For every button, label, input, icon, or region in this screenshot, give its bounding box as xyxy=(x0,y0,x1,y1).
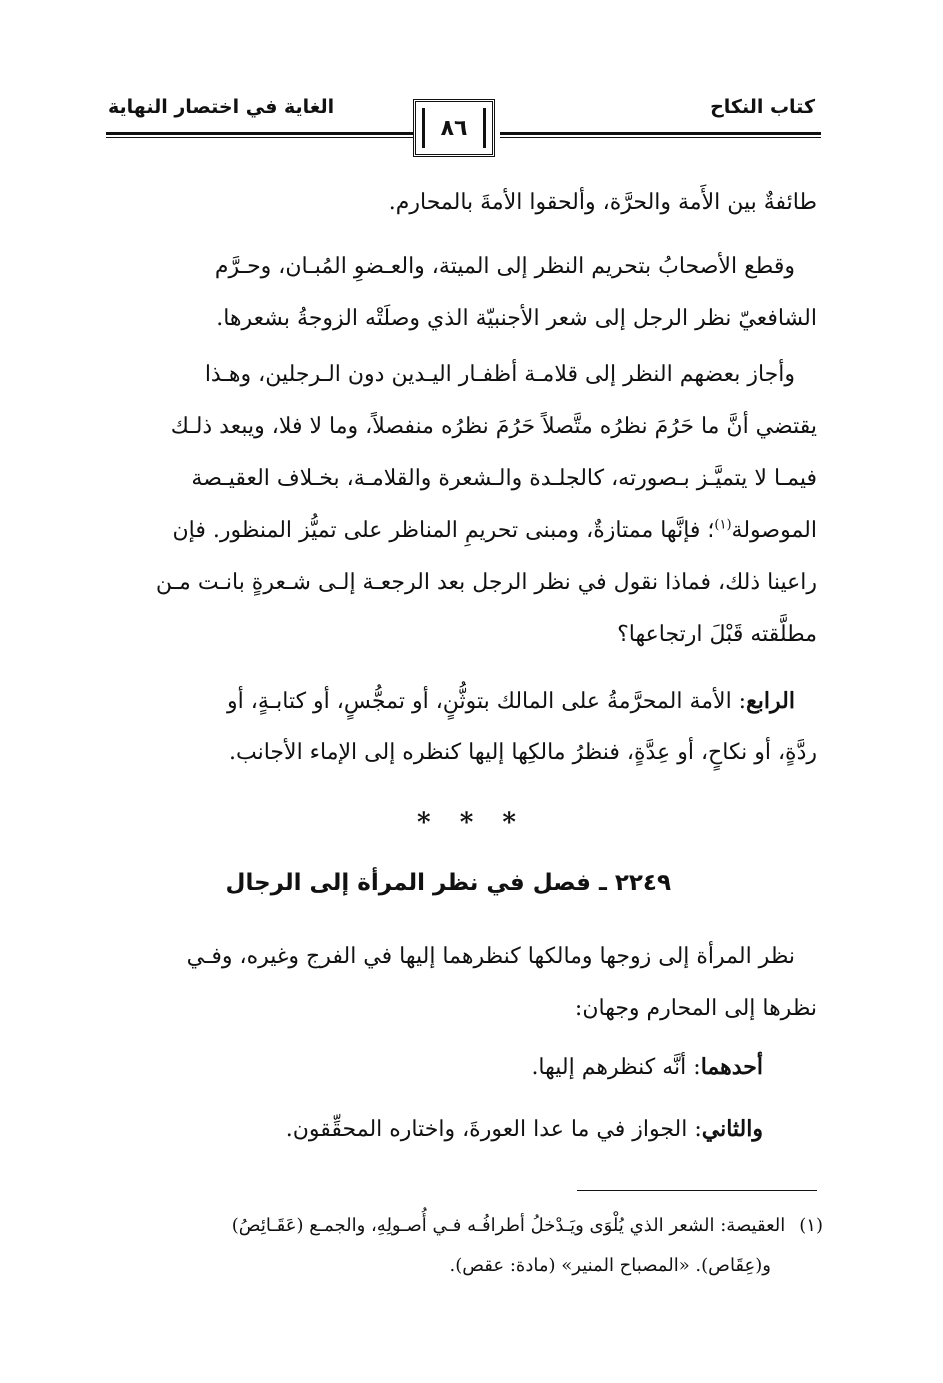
text-run: ؛ فإنَّها ممتازةٌ، ومبنى تحريمِ المناظر على تميُّز المنظور. فإن xyxy=(172,518,715,543)
text-run: العقيصة: الشعر الذي يُلْوَى ويَـدْخلُ أطرافُـه فـي أُصـولِهِ، والجمـع (عَقَـائِصُ) xyxy=(231,1215,786,1236)
term-label: أحدهما xyxy=(700,1054,763,1080)
page-number-frame xyxy=(413,99,495,157)
paragraph xyxy=(105,1106,817,1152)
text-line: فيمـا لا يتميَّـز بـصورته، كالجلـدة والـشعرة والقلامـة، بخـلاف العقيـصة xyxy=(191,466,817,491)
text-line: وأجاز بعضهم النظر إلى قلامـة أظفـار اليـدين دون الـرجلين، وهـذا xyxy=(204,362,795,387)
text-run: : الجواز في ما عدا العورةَ، واختاره المحقِّقون. xyxy=(285,1117,702,1142)
text-line: الشافعيّ نظر الرجل إلى شعر الأجنبيّة الذي وصلَتْه الزوجةُ بشعرها. xyxy=(216,306,817,331)
section-divider: * * * xyxy=(417,808,526,838)
footnote-line xyxy=(103,1206,823,1246)
text-line: يقتضي أنَّ ما حَرُمَ نظرُه متَّصلاً حَرُمَ نظرُه منفصلاً، وما لا فلا، ويبعد ذلـك xyxy=(170,414,817,439)
text-line: مطلَّقته قَبْلَ ارتجاعها؟ xyxy=(617,622,817,647)
paragraph xyxy=(105,1044,817,1090)
paragraph xyxy=(105,678,817,776)
header-rule-thin xyxy=(500,137,821,138)
text-line: وقطع الأصحابُ بتحريم النظر إلى الميتة، والعـضوِ المُبـان، وحـرَّم xyxy=(214,254,795,279)
page-number: ٨٦ xyxy=(422,108,486,148)
text-line: راعينا ذلك، فماذا نقول في نظر الرجل بعد الرجعـة إلـى شـعرةٍ بانـت مـن xyxy=(155,570,817,595)
text-line: ردَّةٍ، أو نكاحٍ، أو عِدَّةٍ، فنظرُ مالكِها إليها كنظره إلى الإماء الأجانب. xyxy=(229,740,817,765)
text-run: : أنَّه كنظرهم إليها. xyxy=(531,1055,701,1080)
text-line xyxy=(105,1106,817,1152)
header-rule xyxy=(106,132,443,135)
text-run: : الأمة المحرَّمةُ على المالك بتوثُّنٍ، أو تمجُّسٍ، أو كتابـةٍ، أو xyxy=(227,689,747,714)
header-rule xyxy=(500,132,821,135)
footnote-number: (١) xyxy=(799,1215,823,1236)
paragraph xyxy=(105,934,817,1032)
header-rule-thin xyxy=(106,137,443,138)
footnote-line: و(عِقَاص). «المصباح المنير» (مادة: عقص). xyxy=(449,1255,771,1276)
text-line xyxy=(105,508,817,554)
section-heading: ٢٢٤٩ ـ فصل في نظر المرأة إلى الرجال xyxy=(225,870,671,896)
footnote xyxy=(103,1206,823,1286)
text-line: نظرها إلى المحارم وجهان: xyxy=(574,996,817,1021)
text-line: نظر المرأة إلى زوجها ومالكها كنظرهما إليها في الفرج وغيره، وفـي xyxy=(186,944,795,969)
footnote-marker[interactable]: (١) xyxy=(714,517,732,533)
term-label: الرابع xyxy=(746,688,795,714)
text-line: طائفةٌ بين الأَمة والحرَّة، وألحقوا الأمةَ بالمحارم. xyxy=(388,190,817,215)
chapter-title: كتاب النكاح xyxy=(710,96,815,118)
paragraph xyxy=(105,244,817,342)
paragraph xyxy=(105,180,817,226)
footnote-rule xyxy=(577,1190,817,1191)
paragraph xyxy=(105,352,817,658)
text-run: الموصولة xyxy=(731,518,817,543)
book-title: الغاية في اختصار النهاية xyxy=(108,96,335,118)
text-line xyxy=(105,1044,817,1090)
text-line xyxy=(105,678,817,724)
term-label: والثاني xyxy=(701,1116,763,1142)
